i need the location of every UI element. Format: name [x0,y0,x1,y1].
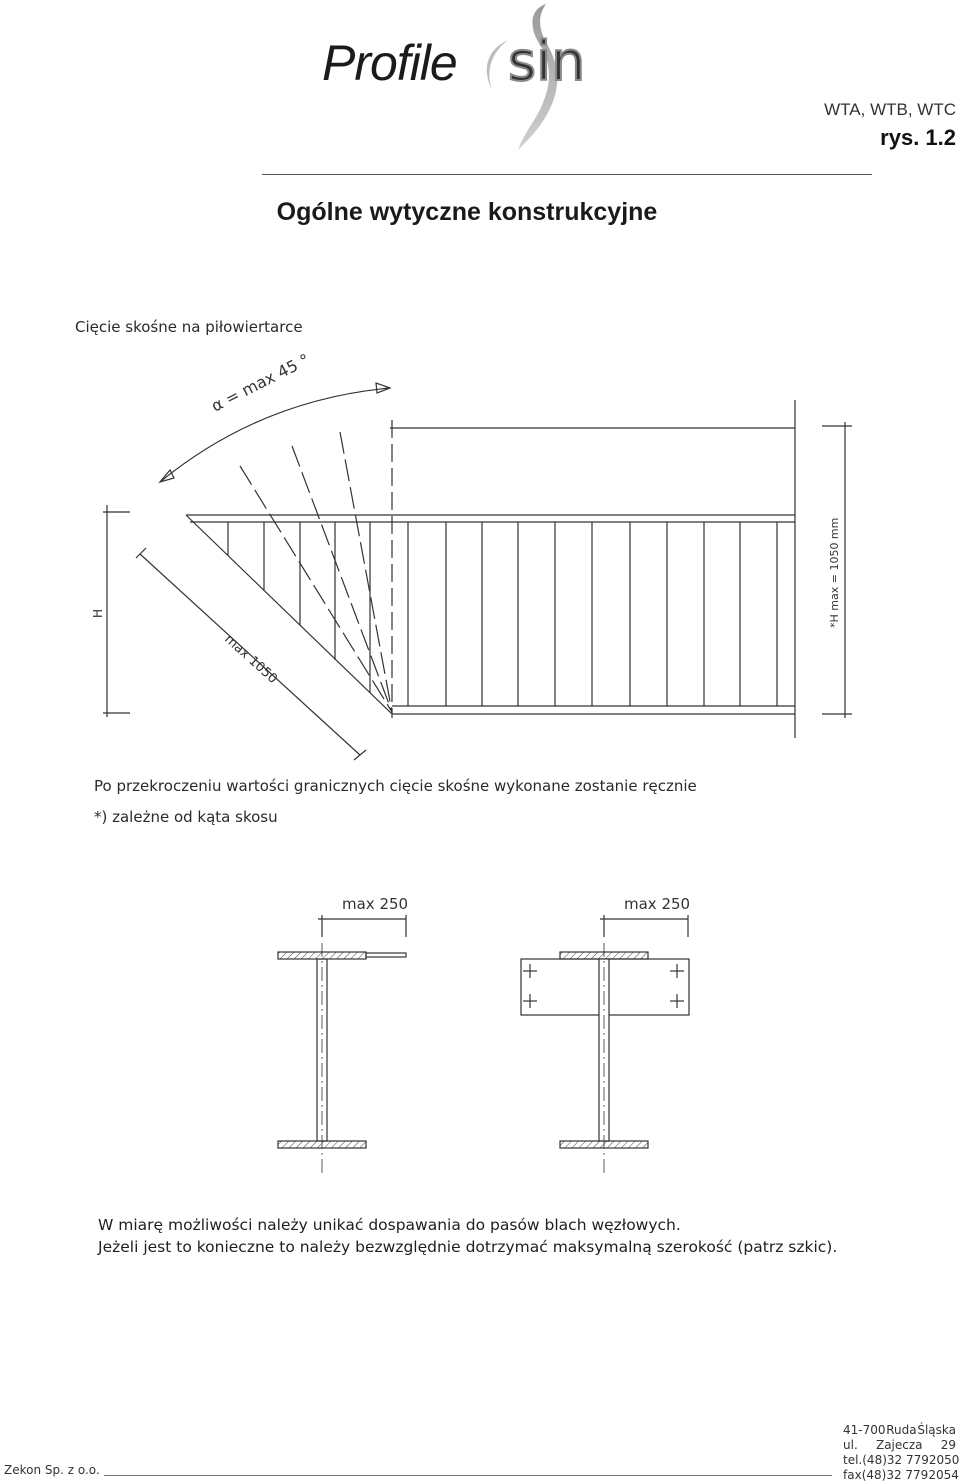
note-line-1: Po przekroczeniu wartości granicznych cięcie skośne wykonane zostanie ręcznie [94,777,697,795]
left-dim-label: max 250 [342,895,409,913]
footer-company: Zekon Sp. z o.o. [4,1463,100,1477]
address-line-1: 41-700 Ruda Śląska [843,1423,956,1437]
logo-sin-mark [478,0,618,160]
address-line-4: fax (48) 32 7792054 [843,1468,959,1482]
footer-divider [104,1475,832,1476]
saw-cut-diagram [0,350,960,770]
header-divider [262,174,872,175]
hmax-label: *H max = 1050 mm [828,517,841,628]
series-label: WTA, WTB, WTC [824,100,956,119]
logo-mark-text: sin [508,30,586,93]
address-line-3: tel. (48) 32 7792050 [843,1453,960,1467]
weld-sections-diagram [0,885,960,1185]
right-dim-label: max 250 [624,895,691,913]
page-title: Ogólne wytyczne konstrukcyjne [276,198,658,226]
diag-tick-1 [136,548,146,558]
footer-address [843,1423,960,1483]
weld-note-line-2: Jeżeli jest to konieczne to należy bezwzględnie dotrzymać maksymalną szerokość (patrz szkic). [98,1238,838,1256]
beam-web-lines [228,522,777,706]
cut-caption: Cięcie skośne na piłowiertarce [75,318,303,336]
address-line-2: ul. Zajecza 29 [843,1438,956,1452]
weld-note-line-1: W miarę możliwości należy unikać dospawania do pasów blach węzłowych. [98,1216,681,1234]
logo-text: Profile [322,35,457,91]
note-line-2: *) zależne od kąta skosu [94,808,278,826]
left-gusset-plate [366,953,406,957]
logo-swoosh-left [487,40,508,90]
angle-arc [160,388,390,482]
diag-label: max 1050 [221,631,281,687]
h-label: H [91,608,105,618]
angle-label: α = max 45 ° [208,350,313,416]
figure-number: rys. 1.2 [880,125,956,150]
cut-ref-dash-2 [292,446,392,712]
